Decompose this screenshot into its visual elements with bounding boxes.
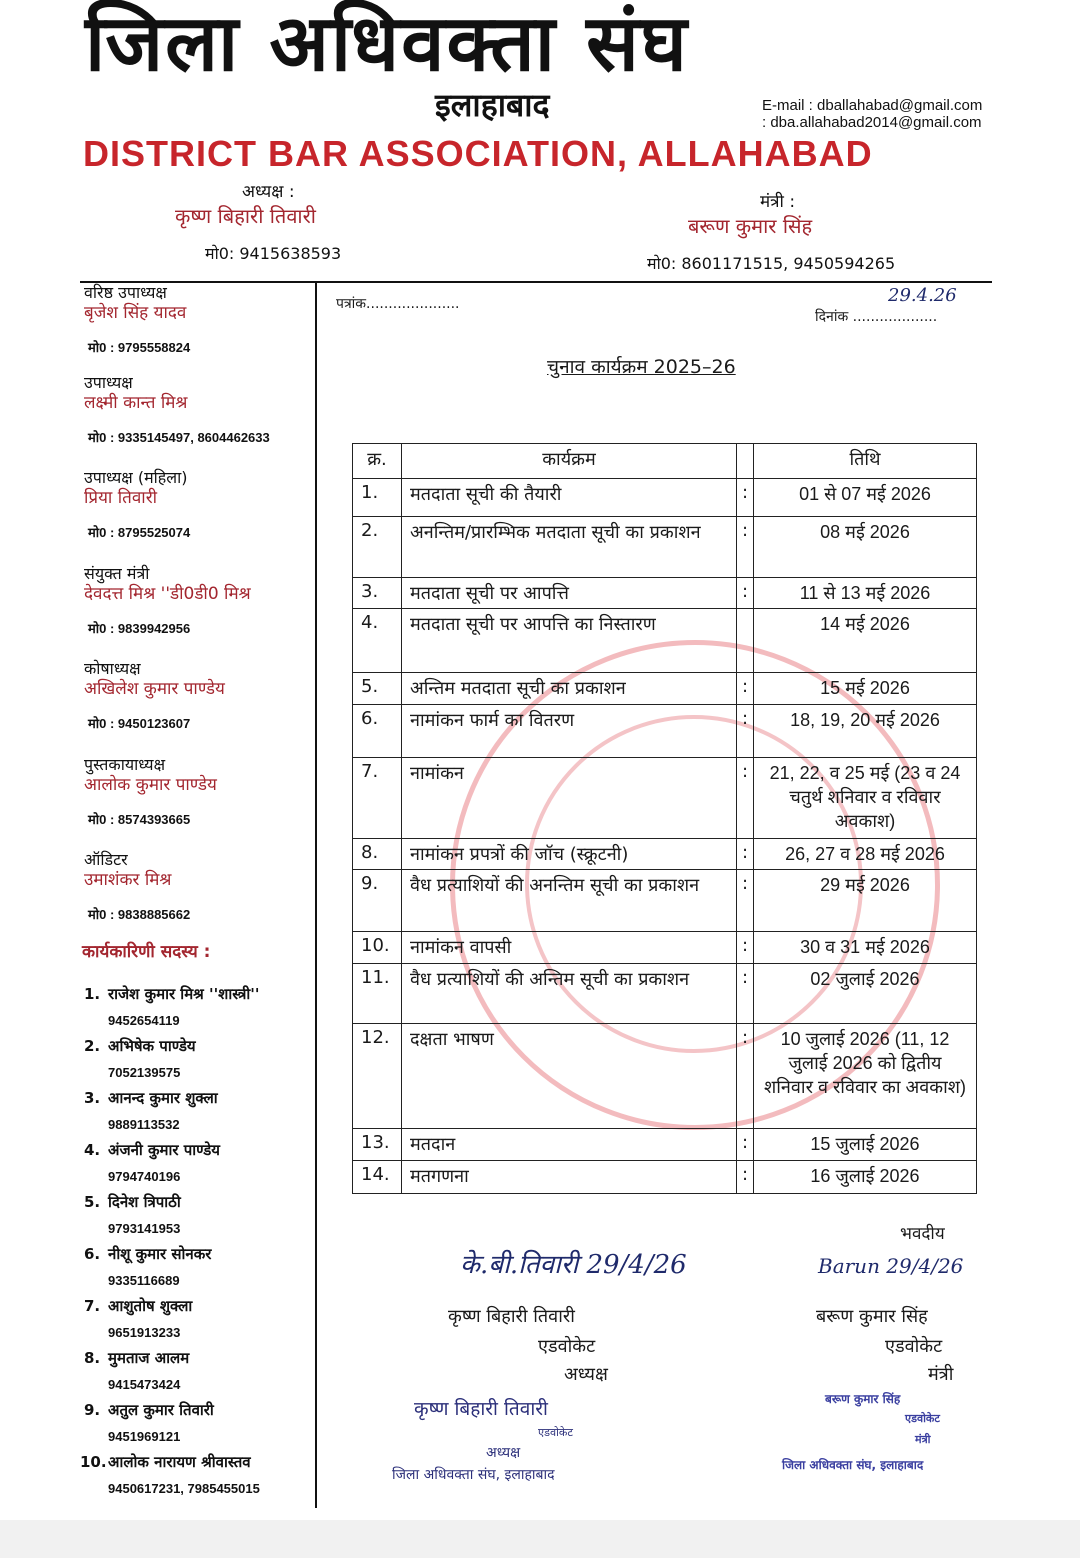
letterhead-title-english: DISTRICT BAR ASSOCIATION, ALLAHABAD bbox=[83, 133, 873, 174]
row-date: 15 मई 2026 bbox=[754, 673, 977, 705]
member-mobile: 9335116689 bbox=[108, 1273, 180, 1288]
member-name: दिनेश त्रिपाठी bbox=[108, 1193, 181, 1211]
table-row bbox=[353, 1024, 977, 1129]
row-event: मतदाता सूची पर आपत्ति bbox=[402, 578, 737, 609]
row-separator: : bbox=[737, 705, 754, 758]
header-divider bbox=[80, 281, 992, 283]
secretary-role: मंत्री : bbox=[760, 192, 796, 212]
member-name: आनन्द कुमार शुक्ला bbox=[108, 1089, 218, 1107]
letterhead-city-hindi: इलाहाबाद bbox=[435, 86, 550, 124]
row-serial: 5. bbox=[353, 673, 402, 705]
president-mobile: मो0: 9415638593 bbox=[205, 244, 342, 263]
row-date: 02 जुलाई 2026 bbox=[754, 964, 977, 1024]
member-name: अतुल कुमार तिवारी bbox=[108, 1401, 214, 1419]
election-schedule-table bbox=[352, 443, 977, 1194]
left-seal-role: अध्यक्ष bbox=[486, 1445, 521, 1461]
member-name: आशुतोष शुक्ला bbox=[108, 1297, 193, 1315]
row-date: 01 से 07 मई 2026 bbox=[754, 479, 977, 517]
secretary-mobile: मो0: 8601171515, 9450594265 bbox=[647, 254, 896, 273]
executive-heading: कार्यकारिणी सदस्य : bbox=[82, 942, 211, 962]
left-signatory-name: कृष्ण बिहारी तिवारी bbox=[448, 1306, 575, 1327]
table-row bbox=[353, 1161, 977, 1194]
member-name: नीशू कुमार सोनकर bbox=[108, 1245, 212, 1263]
right-seal-role: मंत्री bbox=[915, 1433, 931, 1446]
row-event: दक्षता भाषण bbox=[402, 1024, 737, 1129]
member-mobile: 7052139575 bbox=[108, 1065, 181, 1080]
date-label: दिनांक ................... bbox=[815, 309, 938, 325]
right-signatory-role: मंत्री bbox=[928, 1364, 954, 1385]
president-name: कृष्ण बिहारी तिवारी bbox=[175, 204, 316, 228]
table-row bbox=[353, 758, 977, 839]
officer-mobile: मो0 : 9839942956 bbox=[88, 621, 191, 636]
officer-role: संयुक्त मंत्री bbox=[84, 564, 150, 583]
row-date: 29 मई 2026 bbox=[754, 870, 977, 932]
row-serial: 6. bbox=[353, 705, 402, 758]
row-event: नामांकन फार्म का वितरण bbox=[402, 705, 737, 758]
row-event: मतदान bbox=[402, 1129, 737, 1161]
president-signature: के.बी.तिवारी 29/4/26 bbox=[460, 1250, 687, 1280]
table-row bbox=[353, 705, 977, 758]
right-seal-name: बरूण कुमार सिंह bbox=[825, 1392, 901, 1406]
member-number: 6. bbox=[84, 1245, 101, 1263]
member-mobile: 9651913233 bbox=[108, 1325, 181, 1340]
handwritten-date: 29.4.26 bbox=[888, 285, 957, 306]
row-serial: 10. bbox=[353, 932, 402, 964]
member-mobile: 9794740196 bbox=[108, 1169, 181, 1184]
row-serial: 7. bbox=[353, 758, 402, 839]
officer-name: अखिलेश कुमार पाण्डेय bbox=[84, 679, 225, 699]
row-serial: 3. bbox=[353, 578, 402, 609]
row-serial: 11. bbox=[353, 964, 402, 1024]
row-event: नामांकन वापसी bbox=[402, 932, 737, 964]
email-1: E-mail : dballahabad@gmail.com bbox=[762, 97, 983, 114]
page-heading: चुनाव कार्यक्रम 2025–26 bbox=[547, 356, 736, 378]
row-separator: : bbox=[737, 517, 754, 578]
member-number: 5. bbox=[84, 1193, 101, 1211]
officer-role: कोषाध्यक्ष bbox=[84, 659, 141, 678]
table-row bbox=[353, 1129, 977, 1161]
officer-mobile: मो0 : 9335145497, 8604462633 bbox=[88, 430, 270, 445]
member-mobile: 9451969121 bbox=[108, 1429, 181, 1444]
row-date: 08 मई 2026 bbox=[754, 517, 977, 578]
row-separator: : bbox=[737, 839, 754, 870]
row-date: 18, 19, 20 मई 2026 bbox=[754, 705, 977, 758]
officer-name: आलोक कुमार पाण्डेय bbox=[84, 775, 217, 795]
officer-role: उपाध्यक्ष (महिला) bbox=[84, 468, 188, 487]
officer-mobile: मो0 : 9795558824 bbox=[88, 340, 191, 355]
officer-mobile: मो0 : 8795525074 bbox=[88, 525, 191, 540]
table-row bbox=[353, 964, 977, 1024]
reference-number-label: पत्रांक..................... bbox=[336, 296, 460, 312]
member-name: अभिषेक पाण्डेय bbox=[108, 1037, 196, 1055]
row-serial: 4. bbox=[353, 609, 402, 673]
table-row bbox=[353, 839, 977, 870]
closing-salutation: भवदीय bbox=[900, 1224, 945, 1244]
table-row bbox=[353, 578, 977, 609]
row-serial: 1. bbox=[353, 479, 402, 517]
row-separator: : bbox=[737, 673, 754, 705]
left-seal-title: एडवोकेट bbox=[538, 1426, 573, 1439]
member-name: अंजनी कुमार पाण्डेय bbox=[108, 1141, 221, 1159]
row-separator bbox=[737, 609, 754, 673]
officer-mobile: मो0 : 9838885662 bbox=[88, 907, 191, 922]
officer-name: लक्ष्मी कान्त मिश्र bbox=[84, 393, 188, 413]
president-role: अध्यक्ष : bbox=[242, 182, 295, 202]
member-mobile: 9415473424 bbox=[108, 1377, 181, 1392]
officer-role: उपाध्यक्ष bbox=[84, 373, 133, 392]
header-serial: क्र. bbox=[353, 444, 402, 479]
header-event: कार्यक्रम bbox=[402, 444, 737, 479]
member-number: 4. bbox=[84, 1141, 101, 1159]
member-number: 9. bbox=[84, 1401, 101, 1419]
left-signatory-title: एडवोकेट bbox=[538, 1336, 596, 1357]
officer-mobile: मो0 : 9450123607 bbox=[88, 716, 191, 731]
row-date: 10 जुलाई 2026 (11, 12 जुलाई 2026 को द्वितीय शनिवार व रविवार का अवकाश) bbox=[754, 1024, 977, 1129]
table-header-row bbox=[353, 444, 977, 479]
row-event: नामांकन bbox=[402, 758, 737, 839]
officer-role: ऑडिटर bbox=[84, 850, 128, 869]
left-seal-org: जिला अधिवक्ता संघ, इलाहाबाद bbox=[392, 1467, 555, 1483]
member-number: 8. bbox=[84, 1349, 101, 1367]
row-date: 11 से 13 मई 2026 bbox=[754, 578, 977, 609]
right-signatory-title: एडवोकेट bbox=[885, 1336, 943, 1357]
table-row bbox=[353, 673, 977, 705]
member-mobile: 9452654119 bbox=[108, 1013, 180, 1028]
row-event: वैध प्रत्याशियों की अनन्तिम सूची का प्रकाशन bbox=[402, 870, 737, 932]
header-date: तिथि bbox=[754, 444, 977, 479]
row-date: 30 व 31 मई 2026 bbox=[754, 932, 977, 964]
left-seal-name: कृष्ण बिहारी तिवारी bbox=[414, 1398, 548, 1420]
right-seal-title: एडवोकेट bbox=[905, 1412, 940, 1425]
row-separator: : bbox=[737, 1129, 754, 1161]
secretary-name: बरूण कुमार सिंह bbox=[688, 214, 813, 238]
officer-name: उमाशंकर मिश्र bbox=[84, 870, 172, 890]
secretary-signature: Barun 29/4/26 bbox=[818, 1254, 964, 1278]
row-serial: 8. bbox=[353, 839, 402, 870]
row-date: 16 जुलाई 2026 bbox=[754, 1161, 977, 1194]
sidebar-divider bbox=[315, 283, 317, 1508]
row-serial: 14. bbox=[353, 1161, 402, 1194]
table-row bbox=[353, 517, 977, 578]
member-name: आलोक नारायण श्रीवास्तव bbox=[108, 1453, 251, 1471]
member-name: राजेश कुमार मिश्र ''शास्त्री'' bbox=[108, 985, 260, 1003]
row-separator: : bbox=[737, 932, 754, 964]
row-date: 14 मई 2026 bbox=[754, 609, 977, 673]
row-serial: 12. bbox=[353, 1024, 402, 1129]
member-number: 10. bbox=[80, 1453, 107, 1471]
table-row bbox=[353, 479, 977, 517]
row-date: 21, 22, व 25 मई (23 व 24 चतुर्थ शनिवार व रविवार अवकाश) bbox=[754, 758, 977, 839]
member-number: 1. bbox=[84, 985, 101, 1003]
member-name: मुमताज आलम bbox=[108, 1349, 190, 1367]
member-mobile: 9793141953 bbox=[108, 1221, 181, 1236]
member-number: 2. bbox=[84, 1037, 101, 1055]
row-separator: : bbox=[737, 1024, 754, 1129]
member-number: 3. bbox=[84, 1089, 101, 1107]
row-separator: : bbox=[737, 758, 754, 839]
row-separator: : bbox=[737, 578, 754, 609]
right-signatory-name: बरूण कुमार सिंह bbox=[816, 1306, 928, 1327]
row-separator: : bbox=[737, 870, 754, 932]
email-2: : dba.allahabad2014@gmail.com bbox=[762, 114, 982, 131]
row-date: 15 जुलाई 2026 bbox=[754, 1129, 977, 1161]
table-row bbox=[353, 932, 977, 964]
row-event: अन्तिम मतदाता सूची का प्रकाशन bbox=[402, 673, 737, 705]
table-row bbox=[353, 609, 977, 673]
officer-role: वरिष्ठ उपाध्यक्ष bbox=[84, 283, 167, 302]
row-event: नामांकन प्रपत्रों की जॉच (स्क्रूटनी) bbox=[402, 839, 737, 870]
member-mobile: 9450617231, 7985455015 bbox=[108, 1481, 260, 1496]
officer-mobile: मो0 : 8574393665 bbox=[88, 812, 191, 827]
right-seal-org: जिला अधिवक्ता संघ, इलाहाबाद bbox=[782, 1458, 924, 1472]
row-date: 26, 27 व 28 मई 2026 bbox=[754, 839, 977, 870]
row-serial: 2. bbox=[353, 517, 402, 578]
row-event: वैध प्रत्याशियों की अन्तिम सूची का प्रकाशन bbox=[402, 964, 737, 1024]
row-event: अनन्तिम/प्रारम्भिक मतदाता सूची का प्रकाशन bbox=[402, 517, 737, 578]
officer-role: पुस्तकायाध्यक्ष bbox=[84, 755, 166, 774]
header-separator bbox=[737, 444, 754, 479]
letterhead-title-hindi: जिला अधिवक्ता संघ bbox=[85, 0, 689, 89]
officer-name: देवदत्त मिश्र ''डी0डी0 मिश्र bbox=[84, 584, 251, 604]
row-serial: 13. bbox=[353, 1129, 402, 1161]
page-bottom-margin bbox=[0, 1520, 1080, 1558]
row-separator: : bbox=[737, 479, 754, 517]
table-row bbox=[353, 870, 977, 932]
officer-name: बृजेश सिंह यादव bbox=[84, 303, 187, 323]
officer-name: प्रिया तिवारी bbox=[84, 488, 158, 508]
row-event: मतगणना bbox=[402, 1161, 737, 1194]
member-number: 7. bbox=[84, 1297, 101, 1315]
left-signatory-role: अध्यक्ष bbox=[564, 1364, 608, 1385]
row-event: मतदाता सूची पर आपत्ति का निस्तारण bbox=[402, 609, 737, 673]
row-serial: 9. bbox=[353, 870, 402, 932]
row-separator: : bbox=[737, 1161, 754, 1194]
member-mobile: 9889113532 bbox=[108, 1117, 180, 1132]
row-separator: : bbox=[737, 964, 754, 1024]
row-event: मतदाता सूची की तैयारी bbox=[402, 479, 737, 517]
